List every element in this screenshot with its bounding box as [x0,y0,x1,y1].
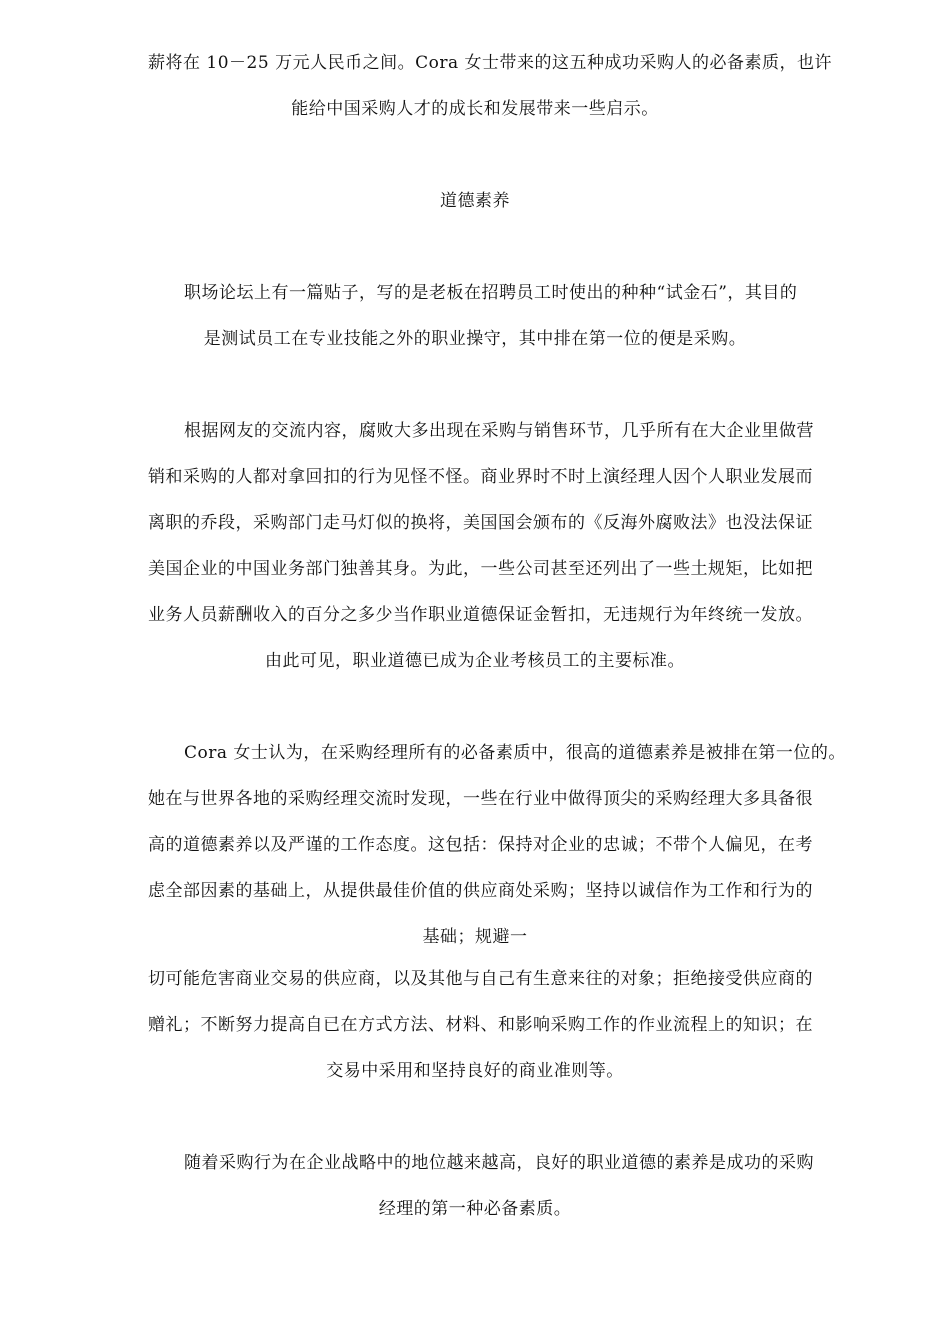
text-line: 薪将在 10－25 万元人民币之间。Cora 女士带来的这五种成功采购人的必备素质，也许 [148,53,832,73]
text-line: 赠礼；不断努力提高自已在方式方法、材料、和影响采购工作的作业流程上的知识；在 [148,1015,813,1035]
text-line: 切可能危害商业交易的供应商，以及其他与自己有生意来往的对象；拒绝接受供应商的 [148,969,813,989]
text-line: 是测试员工在专业技能之外的职业操守，其中排在第一位的便是采购。 [203,329,747,349]
text-line: 随着采购行为在企业战略中的地位越来越高，良好的职业道德的素养是成功的采购 [184,1153,814,1173]
text-line: 销和采购的人都对拿回扣的行为见怪不怪。商业界时不时上演经理人因个人职业发展而 [148,467,813,487]
text-line: Cora 女士认为，在采购经理所有的必备素质中，很高的道德素养是被排在第一位的。 [184,743,846,763]
text-line: 她在与世界各地的采购经理交流时发现，一些在行业中做得顶尖的采购经理大多具备很 [148,789,813,809]
text-line: 虑全部因素的基础上，从提供最佳价值的供应商处采购；坚持以诚信作为工作和行为的 [148,881,813,901]
text-line: 能给中国采购人才的成长和发展带来一些启示。 [291,99,659,119]
text-line: 根据网友的交流内容，腐败大多出现在采购与销售环节，几乎所有在大企业里做营 [184,421,814,441]
text-line: 高的道德素养以及严谨的工作态度。这包括：保持对企业的忠诚；不带个人偏见，在考 [148,835,813,855]
text-line: 离职的乔段，采购部门走马灯似的换将，美国国会颁布的《反海外腐败法》也没法保证 [148,513,813,533]
text-line: 由此可见，职业道德已成为企业考核员工的主要标准。 [265,651,685,671]
text-line: 交易中采用和坚持良好的商业准则等。 [326,1061,624,1081]
text-line: 美国企业的中国业务部门独善其身。为此，一些公司甚至还列出了一些土规矩，比如把 [148,559,813,579]
text-line: 职场论坛上有一篇贴子，写的是老板在招聘员工时使出的种种“试金石”，其目的 [184,283,798,303]
text-line: 业务人员薪酬收入的百分之多少当作职业道德保证金暂扣，无违规行为年终统一发放。 [148,605,813,625]
text-line: 基础；规避一 [422,927,528,947]
section-heading: 道德素养 [440,191,510,211]
text-line: 经理的第一种必备素质。 [378,1199,572,1219]
